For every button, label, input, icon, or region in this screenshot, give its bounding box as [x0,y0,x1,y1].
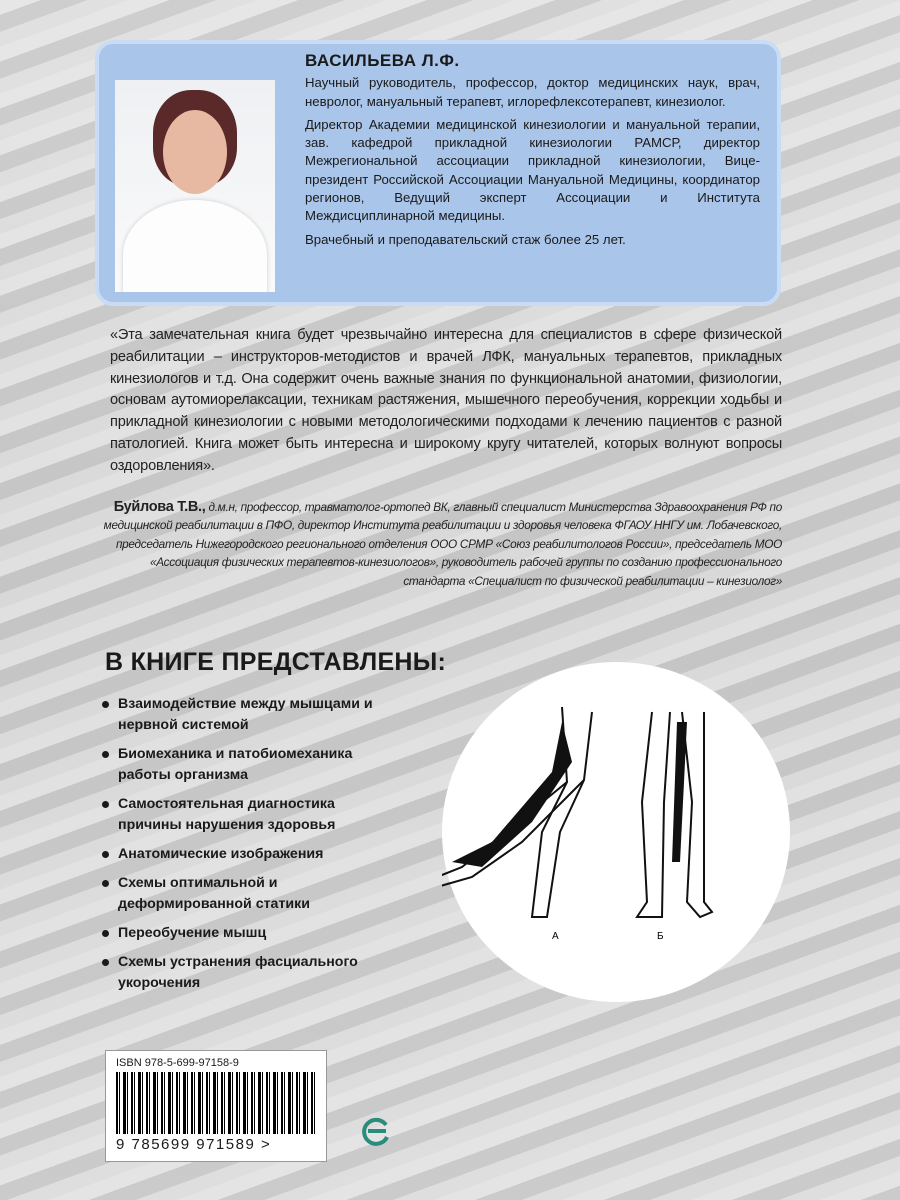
bio-paragraph: Директор Академии медицинской кинезиологии и мануальной терапии, зав. кафедрой прикладной кинезиологии РАМСР, директор Межрегиональной ассоциации прикладной кинезиологии, Вице-президент Российской Ассоциации Мануальной Медицины, координатор регионов, Ведущий эксперт Ассоциации и Института Междисциплинарной медицины. [305,116,760,224]
list-item: Взаимодействие между мышцами и нервной системой [100,694,400,736]
reviewer-credentials: д.м.н, профессор, травматолог-ортопед ВК, главный специалист Министерства Здравоохранения РФ по медицинской реабилитации в ПФО, директор Института реабилитации и здоровья человека ФГАОУ ННГУ им. Лобачевского, председатель Нижегородского регионального отделения ООО СРМР «Союз реабилитологов России», председатель МОО «Ассоциация физических терапевтов-кинезиологов», руководитель рабочей группы по созданию профессионального стандарта «Специалист по физической реабилитации – кинезиолог» [103,500,782,588]
bio-paragraph: Врачебный и преподавательский стаж более 25 лет. [305,231,626,247]
review-attribution [100,498,782,590]
list-item: Схемы оптимальной и деформированной статики [100,873,400,915]
barcode-bars [116,1072,316,1134]
list-item: Анатомические изображения [100,844,400,865]
author-bio [305,52,760,254]
author-name: ВАСИЛЬЕВА Л.Ф. [305,51,460,70]
isbn-barcode [105,1050,327,1162]
legs-drawing [442,662,790,1002]
reviewer-name: Буйлова Т.В., [113,499,206,515]
list-item: Переобучение мышц [100,923,400,944]
author-bio-box [95,40,781,306]
isbn-text: ISBN 978-5-699-97158-9 [116,1057,239,1069]
figure-label-b: Б [657,931,664,942]
barcode-digits: 9 785699 971589 > [116,1136,272,1153]
anatomy-illustration [442,662,790,1002]
publisher-logo-icon [360,1115,392,1147]
contents-heading: В КНИГЕ ПРЕДСТАВЛЕНЫ: [105,648,447,676]
review-quote: «Эта замечательная книга будет чрезвычайно интересна для специалистов в сфере физической реабилитации – инструкторов-методистов и врачей ЛФК, мануальных терапевтов, прикладных кинезиологов и т.д. Она содержит очень важные знания по функциональной анатомии, физиологии, основам аутомиорелаксации, техникам растяжения, мышечного переобучения, коррекции ходьбы и прикладной кинезиологии с новыми методологическими подходами к лечению пациентов с разной патологией. Книга может быть интересна и широкому кругу читателей, которых волнуют вопросы оздоровления». [110,327,782,474]
list-item: Схемы устранения фасциального укорочения [100,952,400,994]
figure-label-a: А [552,931,559,942]
contents-list [100,694,400,1002]
bio-paragraph: Научный руководитель, профессор, доктор медицинских наук, врач, невролог, мануальный терапевт, иглорефлексотерапевт, кинезиолог. [305,75,760,109]
author-photo [115,80,275,292]
list-item: Самостоятельная диагностика причины нарушения здоровья [100,794,400,836]
list-item: Биомеханика и патобиомеханика работы организма [100,744,400,786]
